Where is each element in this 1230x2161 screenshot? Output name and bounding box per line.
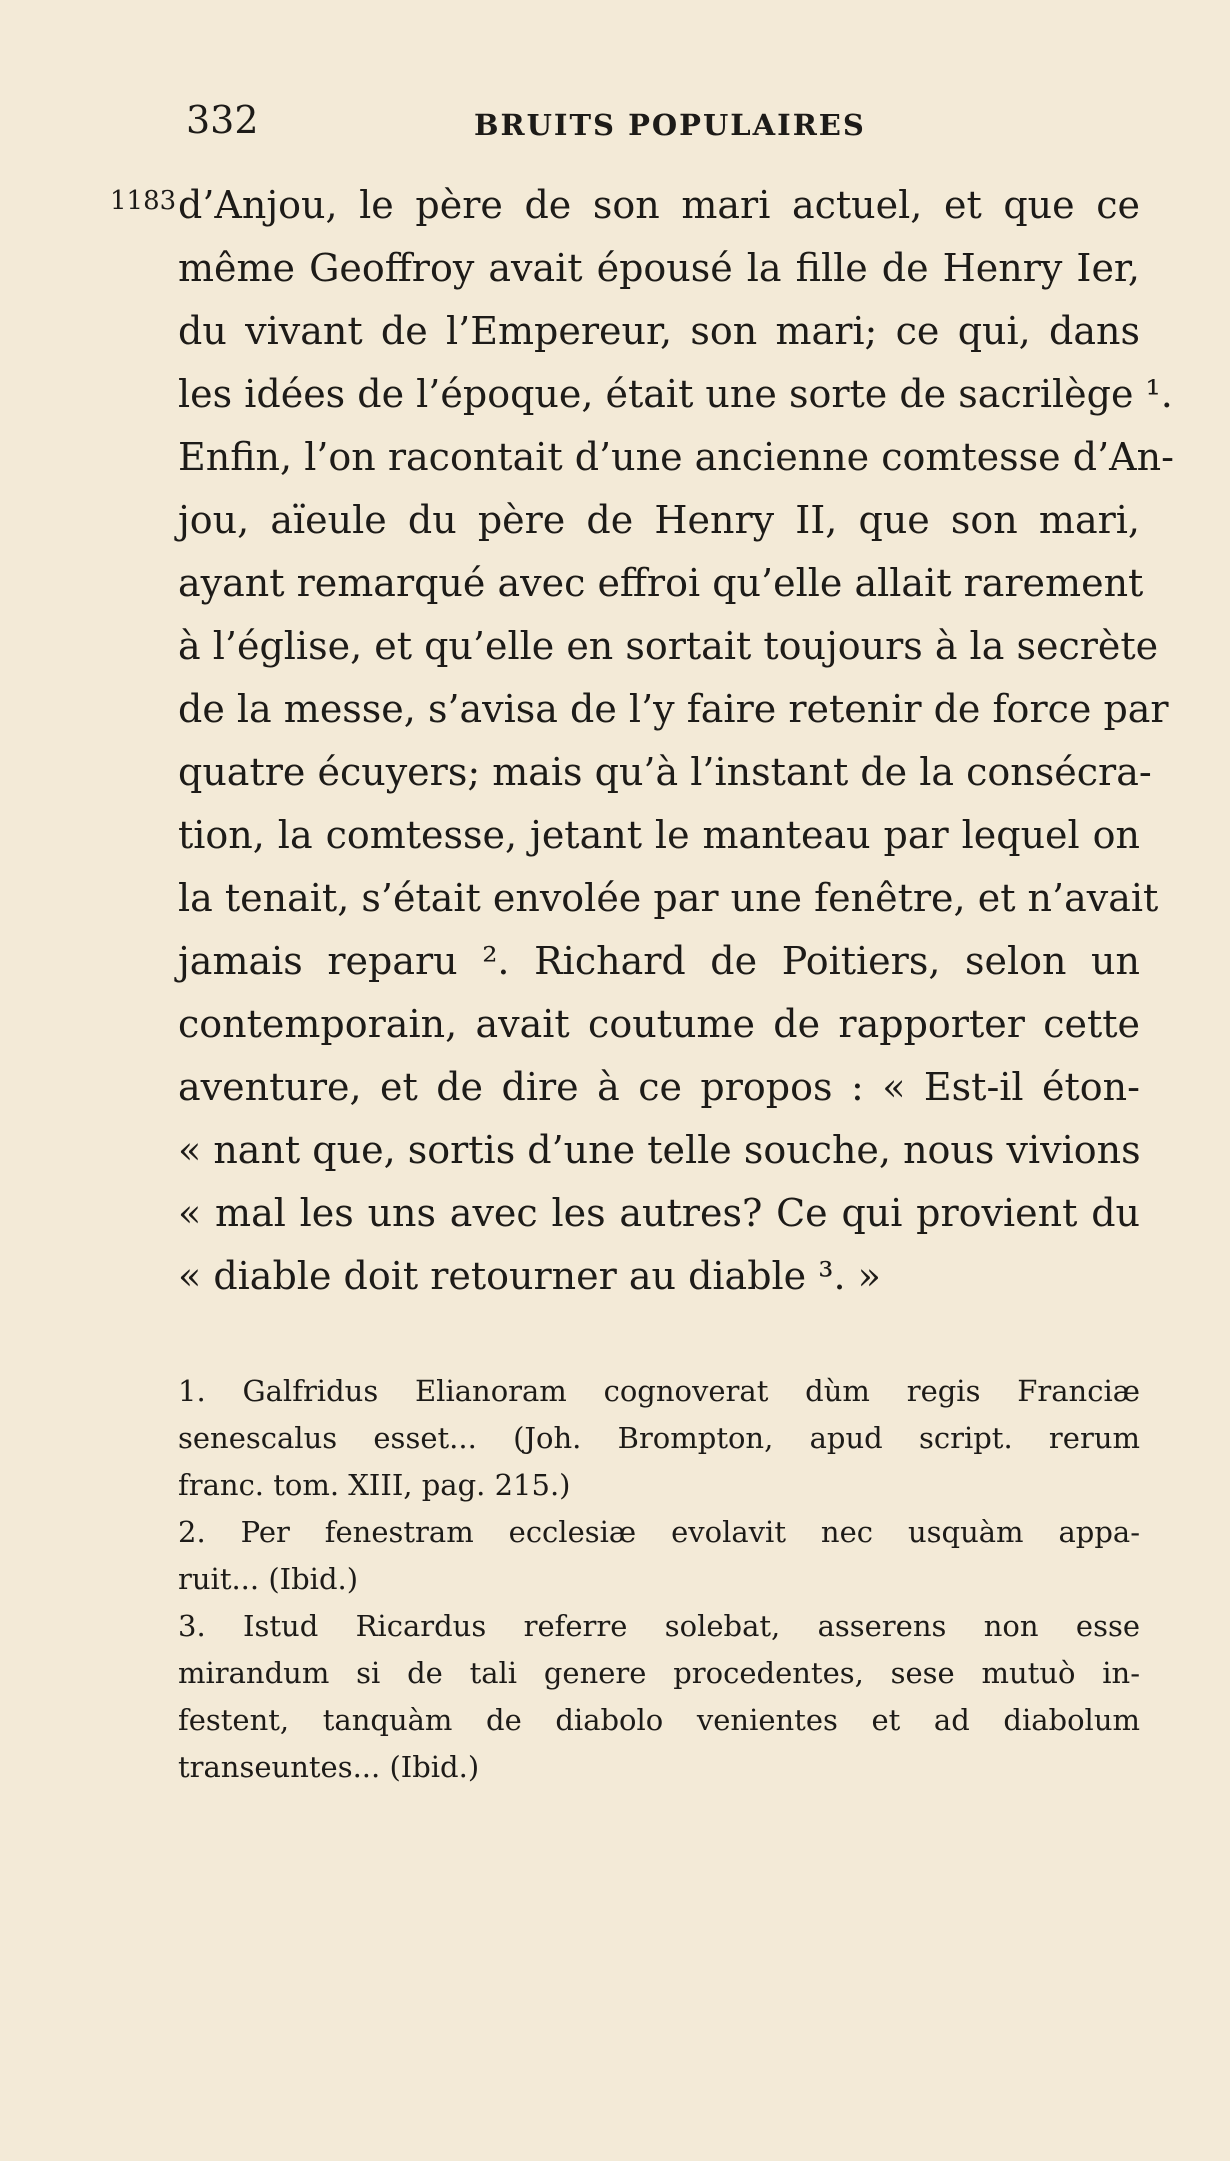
- text-line: même Geoffroy avait épousé la fille de Henry Ier,: [178, 246, 1140, 290]
- text-line: jamais reparu ². Richard de Poitiers, selon un: [178, 939, 1140, 983]
- text-line: jou, aïeule du père de Henry II, que son mari,: [178, 498, 1140, 542]
- text-line: tion, la comtesse, jetant le manteau par lequel on: [178, 813, 1140, 857]
- footnote-line: mirandum si de tali genere procedentes, sese mutuò in-: [178, 1656, 1140, 1690]
- footnote-line: ruit... (Ibid.): [178, 1562, 359, 1596]
- footnote-line: 2. Per fenestram ecclesiæ evolavit nec usquàm appa-: [178, 1515, 1140, 1549]
- footnotes: [178, 1368, 1140, 1791]
- text-line: les idées de l’époque, était une sorte de sacrilège ¹.: [178, 372, 1173, 416]
- page-number: 332: [186, 98, 259, 142]
- text-line: « diable doit retourner au diable ³. »: [178, 1254, 881, 1298]
- main-text: [178, 174, 1174, 1308]
- text-line: à l’église, et qu’elle en sortait toujours à la secrète: [178, 624, 1159, 668]
- text-line: de la messe, s’avisa de l’y faire retenir de force par: [178, 687, 1169, 731]
- text-line: la tenait, s’était envolée par une fenêtre, et n’avait: [178, 876, 1159, 920]
- footnote-line: 3. Istud Ricardus referre solebat, asserens non esse: [178, 1609, 1140, 1643]
- margin-year: 1183: [110, 186, 177, 216]
- text-line: « nant que, sortis d’une telle souche, nous vivions: [178, 1128, 1141, 1172]
- footnote-line: senescalus esset... (Joh. Brompton, apud script. rerum: [178, 1421, 1140, 1455]
- text-line: quatre écuyers; mais qu’à l’instant de la consécra-: [178, 750, 1152, 794]
- text-line: contemporain, avait coutume de rapporter cette: [178, 1002, 1140, 1046]
- text-line: d’Anjou, le père de son mari actuel, et que ce: [178, 183, 1140, 227]
- running-title: BRUITS POPULAIRES: [474, 108, 866, 142]
- footnote-line: 1. Galfridus Elianoram cognoverat dùm regis Franciæ: [178, 1374, 1140, 1408]
- text-line: ayant remarqué avec effroi qu’elle allait rarement: [178, 561, 1144, 605]
- footnote-line: transeuntes... (Ibid.): [178, 1750, 480, 1784]
- text-line: « mal les uns avec les autres? Ce qui provient du: [178, 1191, 1140, 1235]
- text-line: du vivant de l’Empereur, son mari; ce qui, dans: [178, 309, 1140, 353]
- text-line: Enfin, l’on racontait d’une ancienne comtesse d’An-: [178, 435, 1174, 479]
- text-line: aventure, et de dire à ce propos : « Est-il éton-: [178, 1065, 1140, 1109]
- footnote-line: festent, tanquàm de diabolo venientes et ad diabolum: [178, 1703, 1140, 1737]
- footnote-line: franc. tom. XIII, pag. 215.): [178, 1468, 571, 1502]
